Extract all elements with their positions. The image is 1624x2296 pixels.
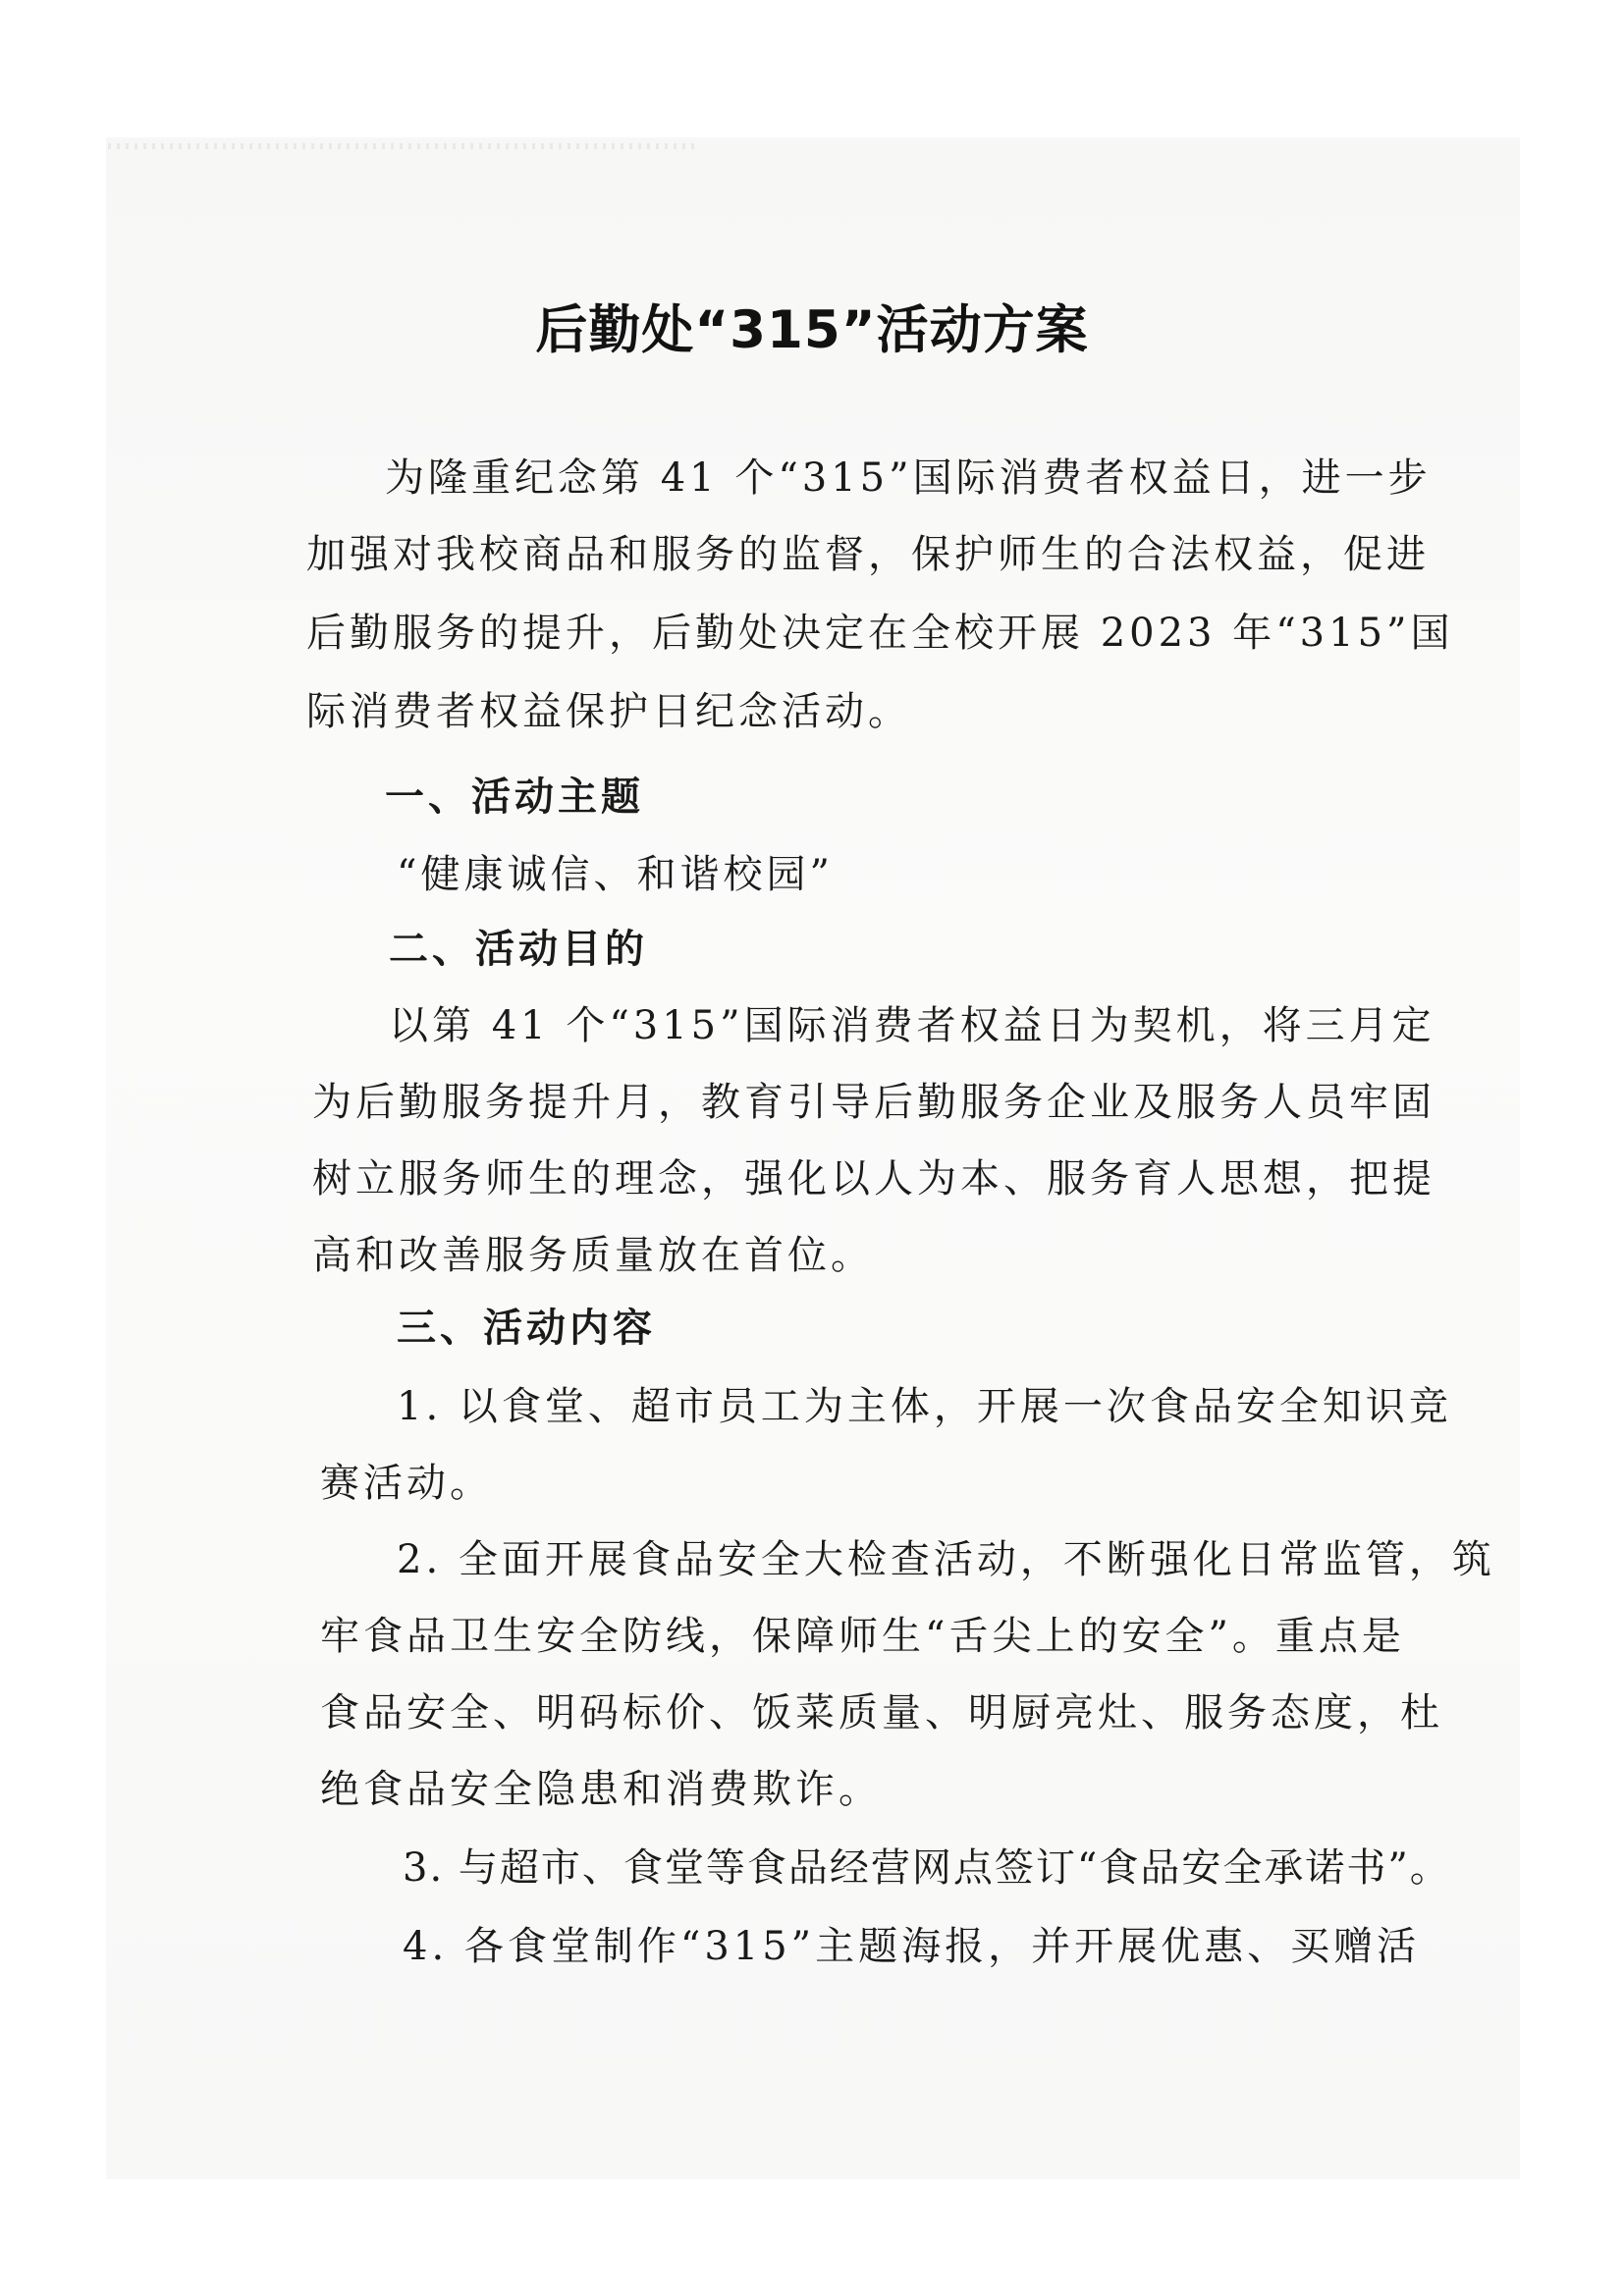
section-heading-purpose: 二、活动目的 [389,927,648,972]
theme-slogan: “健康诚信、和谐校园” [397,852,834,897]
intro-line-4: 际消费者权益保护日纪念活动。 [306,689,911,734]
purpose-line-2: 为后勤服务提升月，教育引导后勤服务企业及服务人员牢固 [312,1080,1435,1125]
intro-line-3: 后勤服务的提升，后勤处决定在全校开展 2023 年“315”国 [306,611,1454,656]
purpose-line-1: 以第 41 个“315”国际消费者权益日为契机，将三月定 [389,1003,1435,1048]
content-item-3: 3. 与超市、食堂等食品经营网点签订“食品安全承诺书”。 [403,1845,1451,1891]
content-item-4-line-1: 4. 各食堂制作“315”主题海报，并开展优惠、买赠活 [403,1924,1421,1969]
content-item-2-line-4: 绝食品安全隐患和消费欺诈。 [320,1767,882,1812]
section-heading-theme: 一、活动主题 [385,774,644,820]
document-title: 后勤处“315”活动方案 [535,300,1089,360]
content-item-1-line-1: 1. 以食堂、超市员工为主体，开展一次食品安全知识竞 [397,1384,1452,1429]
content-item-2-line-2: 牢食品卫生安全防线，保障师生“舌尖上的安全”。重点是 [320,1614,1405,1659]
scan-artifact [108,143,697,149]
intro-line-2: 加强对我校商品和服务的监督，保护师生的合法权益，促进 [306,532,1430,577]
intro-line-1: 为隆重纪念第 41 个“315”国际消费者权益日，进一步 [385,455,1432,501]
content-item-2-line-3: 食品安全、明码标价、饭菜质量、明厨亮灶、服务态度，杜 [320,1690,1443,1735]
section-heading-content: 三、活动内容 [397,1306,656,1351]
purpose-line-3: 树立服务师生的理念，强化以人为本、服务育人思想，把提 [312,1156,1435,1201]
content-item-1-line-2: 赛活动。 [320,1461,493,1506]
content-item-2-line-1: 2. 全面开展食品安全大检查活动，不断强化日常监管，筑 [397,1537,1495,1582]
purpose-line-4: 高和改善服务质量放在首位。 [312,1233,874,1278]
